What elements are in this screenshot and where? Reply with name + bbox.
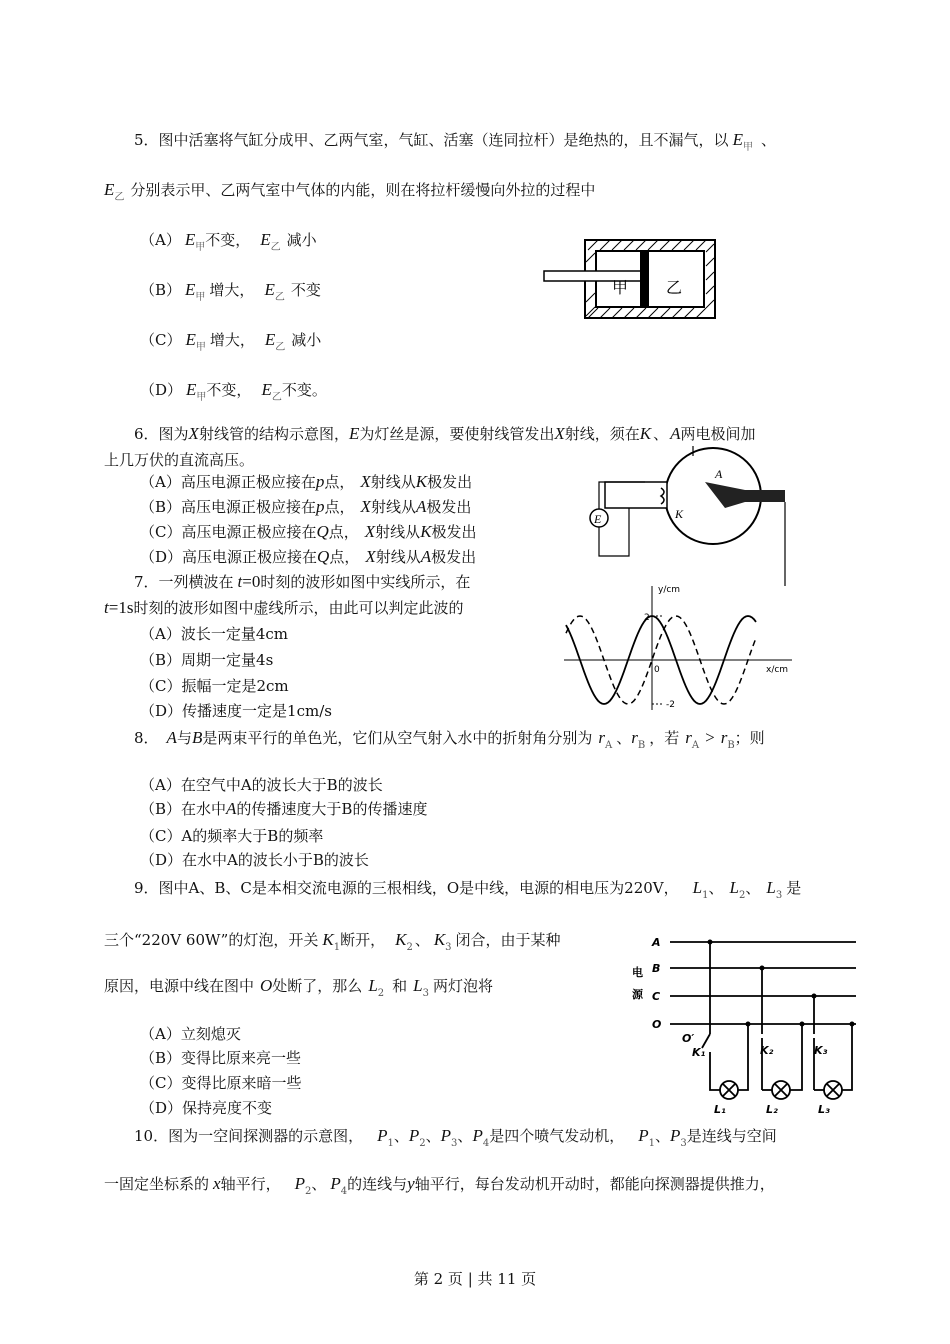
q7-option-d: （D）传播速度一定是1cm/s — [140, 702, 332, 720]
q9-option-a: （A）立刻熄灭 — [140, 1025, 241, 1043]
cathode-tube — [605, 482, 667, 508]
q7-line1: 7．一列横波在 t=0时刻的波形如图中实线所示，在 — [134, 572, 471, 591]
q8-option-a: （A）在空气中A的波长大于B的波长 — [140, 776, 383, 794]
q7-option-a: （A）波长一定量4cm — [140, 625, 289, 643]
svg-text:-2: -2 — [666, 700, 675, 710]
svg-text:K₂: K₂ — [760, 1044, 774, 1057]
q8-option-b: （B）在水中A的传播速度大于B的传播速度 — [140, 799, 428, 818]
q9-option-b: （B）变得比原来亮一些 — [140, 1049, 302, 1067]
q9-line3: 原因，电源中线在图中 O处断了，那么 $L_2$ 和 $L_3$ 两灯泡将 — [104, 976, 494, 999]
q7-option-c: （C）振幅一定是2cm — [140, 677, 289, 695]
svg-text:K: K — [675, 507, 684, 521]
xray-tube-figure — [585, 446, 810, 586]
q8-option-d: （D）在水中A的波长小于B的波长 — [140, 851, 369, 869]
q5-option-d: （D） $E_甲$不变， $E_乙$不变。 — [140, 380, 327, 403]
q6-option-d: （D）高压电源正极应接在Q点， X射线从A极发出 — [140, 547, 477, 566]
q6-option-c: （C）高压电源正极应接在Q点， X射线从K极发出 — [140, 522, 477, 541]
cylinder-piston-figure — [540, 238, 720, 322]
svg-text:A: A — [652, 936, 661, 949]
svg-text:x/cm: x/cm — [766, 665, 789, 675]
q5-line2: $E_乙$ 分别表示甲、乙两气室中气体的内能，则在将拉杆缓慢向外拉的过程中 — [104, 180, 596, 203]
three-phase-circuit-figure — [630, 930, 860, 1120]
q6-line1: 6．图为X射线管的结构示意图，E为灯丝是源，要使射线管发出X射线，须在K 、 A两电极间加 — [134, 424, 756, 443]
svg-text:L₃: L₃ — [818, 1103, 830, 1116]
svg-text:C: C — [652, 990, 661, 1003]
q5-option-a: （A） $E_甲$不变， $E_乙$ 减小 — [140, 230, 317, 253]
q7-option-b: （B）周期一定量4s — [140, 651, 274, 669]
q5-option-b: （B） $E_甲$ 增大， $E_乙$ 不变 — [140, 280, 321, 303]
svg-text:A: A — [715, 467, 723, 481]
q8-option-c: （C）A的频率大于B的频率 — [140, 827, 324, 845]
page-footer: 第 2 页 | 共 11 页 — [413, 1270, 537, 1288]
q6-option-b: （B）高压电源正极应接在p点， X射线从A极发出 — [140, 497, 472, 516]
q6-option-a: （A）高压电源正极应接在p点， X射线从K极发出 — [140, 472, 473, 491]
svg-text:源: 源 — [632, 988, 643, 1001]
svg-text:y/cm: y/cm — [658, 585, 681, 595]
svg-text:K₁: K₁ — [692, 1046, 706, 1059]
wave-figure — [560, 582, 800, 714]
q7-line2: t=1s时刻的波形如图中虚线所示，由此可以判定此波的 — [104, 598, 464, 617]
svg-text:B: B — [652, 962, 661, 975]
svg-text:O: O — [652, 1018, 662, 1031]
label-jia: 甲 — [612, 278, 629, 297]
q5-option-c: （C） $E_甲$ 增大， $E_乙$ 减小 — [140, 330, 322, 353]
q9-option-d: （D）保持亮度不变 — [140, 1099, 273, 1117]
svg-text:L₁: L₁ — [714, 1103, 726, 1116]
q9-line1: 9．图中A、B、C是本相交流电源的三根相线，O是中线，电源的相电压为220V， $L_1$、 $L_2$、 $L_3$ 是 — [134, 878, 802, 901]
q9-option-c: （C）变得比原来暗一些 — [140, 1074, 302, 1092]
q8-line1: 8． A与B是两束平行的单色光，它们从空气射入水中的折射角分别为 $r_A$ 、$r_B$ ，若 $r_A > r_B$；则 — [134, 728, 765, 751]
q6-line2: 上几万伏的直流高压。 — [104, 451, 255, 469]
svg-text:K₃: K₃ — [814, 1044, 828, 1057]
svg-text:电: 电 — [632, 966, 643, 979]
label-yi: 乙 — [666, 278, 683, 297]
q5-line1: 5．图中活塞将气缸分成甲、乙两气室，气缸、活塞（连同拉杆）是绝热的，且不漏气，以 $E_甲$ 、 — [134, 130, 776, 153]
svg-text:O′: O′ — [682, 1032, 695, 1045]
svg-text:0: 0 — [654, 665, 660, 675]
q10-line1: 10．图为一空间探测器的示意图， $P_1$、$P_2$、$P_3$、$P_4$是四个喷气发动机， $P_1$、$P_3$是连线与空间 — [134, 1126, 777, 1149]
svg-text:L₂: L₂ — [766, 1103, 778, 1116]
piston — [640, 252, 649, 306]
q9-line2: 三个“220V 60W”的灯泡，开关 $K_1$断开， $K_2$ 、 $K_3$ 闭合，由于某种 — [104, 930, 561, 953]
q10-line2: 一固定坐标系的 x轴平行， $P_2$、 $P_4$的连线与y轴平行，每台发动机开动时，都能向探测器提供推力， — [104, 1174, 775, 1197]
svg-text:2: 2 — [644, 613, 650, 623]
svg-text:E: E — [594, 512, 602, 526]
